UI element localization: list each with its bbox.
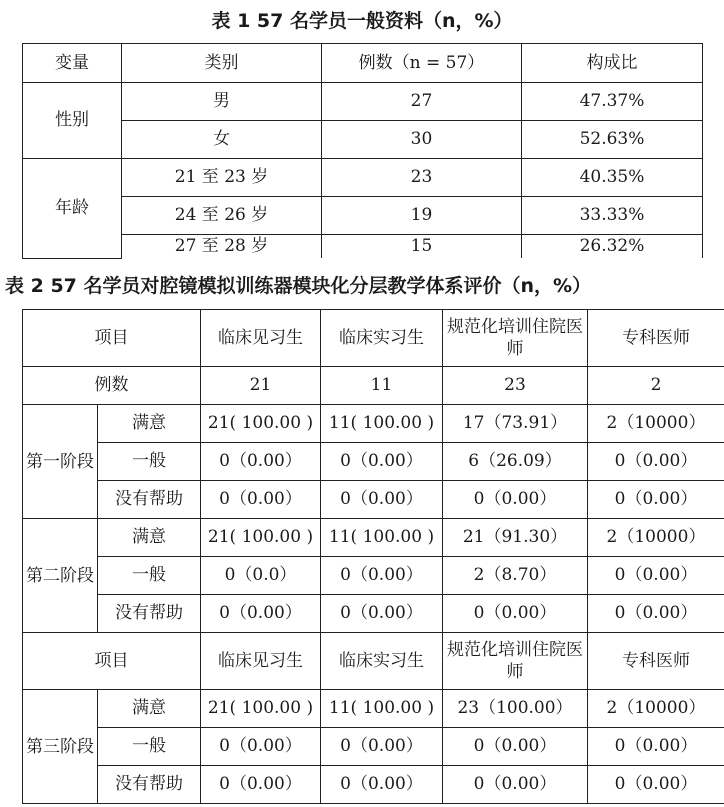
count-cell: 30	[322, 121, 522, 159]
value-cell: 0（0.00）	[321, 728, 443, 766]
table-row	[23, 121, 703, 159]
value-cell: 0（0.00）	[443, 766, 588, 804]
count-cell: 21	[201, 367, 321, 405]
table1-header-cell: 例数（n = 57）	[322, 44, 522, 83]
group-label: 性别	[23, 83, 122, 159]
table1-header-cell: 变量	[23, 44, 122, 83]
rating-label: 满意	[98, 405, 201, 443]
column-header: 规范化培训住院医师	[443, 633, 588, 690]
value-cell: 0（0.00）	[201, 481, 321, 519]
count-row	[23, 367, 724, 405]
value-cell: 0（0.00）	[443, 481, 588, 519]
count-cell: 15	[322, 235, 522, 259]
rating-label: 没有帮助	[98, 481, 201, 519]
table-row	[23, 443, 724, 481]
value-cell: 21( 100.00 )	[201, 519, 321, 557]
table-row	[23, 405, 724, 443]
rating-label: 一般	[98, 443, 201, 481]
table-row	[23, 690, 724, 728]
count-cell: 2	[588, 367, 724, 405]
count-label: 例数	[23, 367, 201, 405]
ratio-cell: 26.32%	[522, 235, 703, 259]
column-header: 专科医师	[588, 633, 724, 690]
value-cell: 0（0.00）	[321, 557, 443, 595]
value-cell: 2（10000）	[588, 519, 724, 557]
value-cell: 0（0.00）	[443, 728, 588, 766]
table-row	[23, 557, 724, 595]
value-cell: 0（0.00）	[588, 728, 724, 766]
value-cell: 0（0.00）	[443, 595, 588, 633]
header-item-cell: 项目	[23, 633, 201, 690]
column-header: 临床见习生	[201, 633, 321, 690]
category-cell: 24 至 26 岁	[122, 197, 322, 235]
value-cell: 17（73.91）	[443, 405, 588, 443]
value-cell: 11( 100.00 )	[321, 519, 443, 557]
value-cell: 0（0.00）	[588, 557, 724, 595]
table1-header-row	[23, 44, 703, 83]
table1-header-cell: 构成比	[522, 44, 703, 83]
value-cell: 0（0.0）	[201, 557, 321, 595]
value-cell: 0（0.00）	[321, 766, 443, 804]
stage-label: 第一阶段	[23, 405, 98, 519]
table-row	[23, 235, 703, 259]
column-header: 临床实习生	[321, 310, 443, 367]
value-cell: 0（0.00）	[588, 766, 724, 804]
value-cell: 21( 100.00 )	[201, 405, 321, 443]
table-row	[23, 766, 724, 804]
category-cell: 女	[122, 121, 322, 159]
table-row	[23, 197, 703, 235]
stage-label: 第二阶段	[23, 519, 98, 633]
table-row	[23, 519, 724, 557]
table-row	[23, 481, 724, 519]
stage-label: 第三阶段	[23, 690, 98, 804]
value-cell: 0（0.00）	[201, 728, 321, 766]
column-header: 临床实习生	[321, 633, 443, 690]
table-row	[23, 728, 724, 766]
table-row	[23, 159, 703, 197]
rating-label: 满意	[98, 690, 201, 728]
value-cell: 0（0.00）	[588, 443, 724, 481]
value-cell: 11( 100.00 )	[321, 405, 443, 443]
rating-label: 满意	[98, 519, 201, 557]
table2	[22, 309, 724, 804]
rating-label: 一般	[98, 557, 201, 595]
value-cell: 0（0.00）	[201, 766, 321, 804]
value-cell: 0（0.00）	[201, 595, 321, 633]
value-cell: 6（26.09）	[443, 443, 588, 481]
header-item-cell: 项目	[23, 310, 201, 367]
column-header: 临床见习生	[201, 310, 321, 367]
category-cell: 27 至 28 岁	[122, 235, 322, 259]
count-cell: 23	[322, 159, 522, 197]
table1	[22, 43, 703, 259]
column-header: 规范化培训住院医师	[443, 310, 588, 367]
table1-container	[0, 0, 724, 270]
value-cell: 21( 100.00 )	[201, 690, 321, 728]
rating-label: 没有帮助	[98, 766, 201, 804]
category-cell: 男	[122, 83, 322, 121]
count-cell: 19	[322, 197, 522, 235]
table2-title: 表 2 57 名学员对腔镜模拟训练器模块化分层教学体系评价（n，%）	[5, 275, 592, 297]
count-cell: 11	[321, 367, 443, 405]
value-cell: 0（0.00）	[321, 595, 443, 633]
value-cell: 2（10000）	[588, 405, 724, 443]
value-cell: 0（0.00）	[588, 595, 724, 633]
count-cell: 23	[443, 367, 588, 405]
rating-label: 一般	[98, 728, 201, 766]
table-row	[23, 595, 724, 633]
value-cell: 0（0.00）	[321, 481, 443, 519]
table1-title: 表 1 57 名学员一般资料（n，%）	[211, 10, 513, 32]
ratio-cell: 52.63%	[522, 121, 703, 159]
group-label: 年龄	[23, 159, 122, 259]
rating-label: 没有帮助	[98, 595, 201, 633]
count-cell: 27	[322, 83, 522, 121]
table-row	[23, 83, 703, 121]
table2-header-row-repeat	[23, 633, 724, 690]
ratio-cell: 40.35%	[522, 159, 703, 197]
ratio-cell: 33.33%	[522, 197, 703, 235]
table2-header-row	[23, 310, 724, 367]
value-cell: 0（0.00）	[588, 481, 724, 519]
value-cell: 11( 100.00 )	[321, 690, 443, 728]
category-cell: 21 至 23 岁	[122, 159, 322, 197]
value-cell: 23（100.00）	[443, 690, 588, 728]
value-cell: 0（0.00）	[321, 443, 443, 481]
value-cell: 21（91.30）	[443, 519, 588, 557]
value-cell: 2（10000）	[588, 690, 724, 728]
value-cell: 2（8.70）	[443, 557, 588, 595]
value-cell: 0（0.00）	[201, 443, 321, 481]
column-header: 专科医师	[588, 310, 724, 367]
table1-header-cell: 类别	[122, 44, 322, 83]
ratio-cell: 47.37%	[522, 83, 703, 121]
